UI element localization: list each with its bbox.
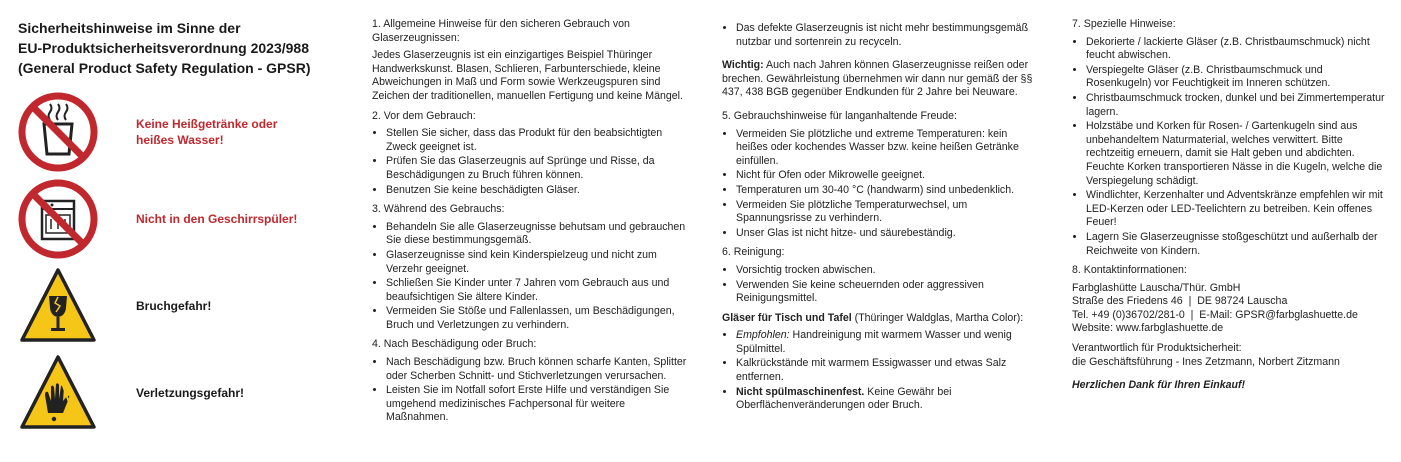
list-item: • Lagern Sie Glaserzeugnisse stoßgeschützt und außerhalb der Reichweite von Kindern.	[1086, 231, 1388, 258]
section-8	[1072, 264, 1388, 393]
important-label: Wichtig:	[722, 59, 764, 72]
no-dishwasher-icon	[18, 179, 98, 259]
list-item	[736, 329, 1040, 356]
list-item: • Verwenden Sie keine scheuernden oder aggressiven Reinigungsmittel.	[736, 279, 1040, 306]
company-phone-email: Tel. +49 (0)36702/281-0 | E-Mail: GPSR@farbglashuette.de	[1072, 308, 1358, 321]
warning-label-line: Bruchgefahr!	[136, 298, 212, 313]
section-6	[722, 246, 1040, 305]
warning-no-hot-drinks	[18, 88, 338, 175]
section-heading: 6. Reinigung:	[722, 246, 785, 259]
bullet-list	[722, 22, 1040, 49]
bullet-list	[722, 128, 1040, 241]
column-sections-7-8	[1072, 18, 1388, 399]
item-text: Handreinigung mit warmem Wasser und wenig Spülmittel.	[736, 329, 1012, 355]
responsible-names: die Geschäftsführung - Ines Zetzmann, Norbert Zitzmann	[1072, 355, 1340, 368]
column-sections-1-4	[372, 18, 690, 431]
list-item: • Verspiegelte Gläser (z.B. Christbaumschmuck und Rosenkugeln) vor Feuchtigkeit im Inneren schützen.	[1086, 64, 1388, 91]
warning-fragile	[18, 262, 338, 349]
section-table-glass	[722, 312, 1040, 413]
section-7	[1072, 18, 1388, 258]
section-heading: 8. Kontaktinformationen:	[1072, 264, 1187, 277]
item-emphasis: Empfohlen:	[736, 329, 790, 342]
section-2	[372, 110, 690, 198]
bullet-list	[372, 127, 690, 197]
item-bold: Nicht spülmaschinenfest.	[736, 385, 865, 398]
list-item	[736, 386, 1040, 413]
warning-label-line: Verletzungsgefahr!	[136, 385, 245, 400]
responsible-block	[1072, 342, 1388, 369]
list-item: • Vermeiden Sie Stöße und Fallenlassen, um Beschädigungen, Bruch und Verletzungen zu verhindern.	[386, 305, 690, 332]
injury-hazard-icon	[18, 353, 98, 433]
bullet-list	[372, 221, 690, 333]
section-3	[372, 203, 690, 332]
section-heading: 7. Spezielle Hinweise:	[1072, 18, 1176, 30]
warning-label	[136, 385, 244, 401]
list-item: • Schließen Sie Kinder unter 7 Jahren vom Gebrauch aus und beaufsichtigen Sie ältere Kinder.	[386, 277, 690, 304]
list-item: • Nach Beschädigung bzw. Bruch können scharfe Kanten, Splitter oder Scherben Schnitt- und Stichverletzungen verursachen.	[386, 356, 690, 383]
list-item: • Dekorierte / lackierte Gläser (z.B. Christbaumschmuck) nicht feucht abwischen.	[1086, 36, 1388, 63]
warning-no-dishwasher	[18, 175, 338, 262]
bullet-list	[722, 329, 1040, 413]
bullet-list	[1072, 36, 1388, 259]
list-item: • Vermeiden Sie plötzliche Temperaturwechsel, um Spannungsrisse zu verhindern.	[736, 199, 1040, 226]
no-hot-drinks-icon	[18, 92, 98, 172]
company-website: Website: www.farbglashuette.de	[1072, 322, 1224, 335]
column-sections-5-6	[722, 22, 1040, 419]
heading-bold: Gläser für Tisch und Tafel	[722, 311, 852, 324]
title-line-3: (General Product Safety Regulation - GPSR)	[18, 60, 311, 76]
thank-you-note: Herzlichen Dank für Ihren Einkauf!	[1072, 379, 1246, 392]
list-item: • Stellen Sie sicher, dass das Produkt für den beabsichtigten Zweck geeignet ist.	[386, 127, 690, 154]
bullet-list	[722, 264, 1040, 306]
company-address: Straße des Friedens 46 | DE 98724 Lauscha	[1072, 295, 1288, 308]
warning-label-line: Nicht in den Geschirrspüler!	[136, 211, 298, 226]
list-item: • Kalkrückstände mit warmem Essigwasser und etwas Salz entfernen.	[736, 357, 1040, 384]
section-heading: 4. Nach Beschädigung oder Bruch:	[372, 338, 537, 351]
list-item: • Benutzen Sie keine beschädigten Gläser.	[386, 184, 690, 198]
title-line-2: EU-Produktsicherheitsverordnung 2023/988	[18, 40, 309, 56]
list-item: • Behandeln Sie alle Glaserzeugnisse behutsam und gebrauchen Sie diese bestimmungsgemäß.	[386, 221, 690, 248]
list-item: • Temperaturen um 30-40 °C (handwarm) sind unbedenklich.	[736, 184, 1040, 198]
bullet-list	[372, 356, 690, 425]
section-heading: 5. Gebrauchshinweise für langanhaltende Freude:	[722, 109, 957, 122]
section-heading: 1. Allgemeine Hinweise für den sicheren Gebrauch von Glaserzeugnissen:	[372, 18, 630, 44]
list-item: • Das defekte Glaserzeugnis ist nicht mehr bestimmungsgemäß nutzbar und sortenrein zu recyceln.	[736, 22, 1040, 49]
column-warnings	[18, 18, 338, 436]
list-item: • Prüfen Sie das Glaserzeugnis auf Sprünge und Risse, da Beschädigungen zu Bruch führen können.	[386, 155, 690, 182]
list-item: • Vorsichtig trocken abwischen.	[736, 264, 1040, 278]
section-body: Jedes Glaserzeugnis ist ein einzigartiges Beispiel Thüringer Handwerkskunst. Blasen, Schlieren, Farbunterschiede, kleine Abweichungen in Maß und Form sowie Werkzeugspuren sind Zeichen der traditionellen, manuellen Fertigung und keine Mängel.	[372, 49, 683, 102]
section-5	[722, 110, 1040, 240]
title-line-1: Sicherheitshinweise im Sinne der	[18, 20, 241, 36]
page-title	[18, 18, 338, 78]
warning-label	[136, 211, 297, 227]
list-item: • Leisten Sie im Notfall sofort Erste Hilfe und verständigen Sie umgehend medizinisches Fachpersonal für weitere Maßnahmen.	[386, 384, 690, 425]
section-heading: 2. Vor dem Gebrauch:	[372, 109, 476, 122]
section-1	[372, 18, 690, 104]
list-item: • Unser Glas ist nicht hitze- und säurebeständig.	[736, 227, 1040, 241]
section-heading	[722, 312, 1040, 326]
important-text: Auch nach Jahren können Glaserzeugnisse reißen oder brechen. Gewährleistung übernehmen wir dann nur gemäß der §§ 437, 438 BGB gegenüber Endkunden für 2 Jahre bei Neuware.	[722, 59, 1033, 99]
important-note	[722, 59, 1040, 100]
company-name: Farbglashütte Lauscha/Thür. GmbH	[1072, 281, 1241, 294]
heading-rest: (Thüringer Waldglas, Martha Color):	[851, 311, 1024, 324]
responsible-label: Verantwortlich für Produktsicherheit:	[1072, 342, 1242, 355]
item-text: Keine Gewähr bei Oberflächenveränderungen oder Bruch.	[736, 385, 952, 412]
warning-label-line: Keine Heißgetränke oder	[136, 116, 278, 131]
list-item: • Windlichter, Kerzenhalter und Adventskränze empfehlen wir mit LED-Kerzen oder LED-Teelichtern zu betreiben. Kein offenes Feuer!	[1086, 189, 1388, 230]
warning-injury	[18, 349, 338, 436]
warning-label-line: heißes Wasser!	[136, 132, 224, 147]
list-item: • Christbaumschmuck trocken, dunkel und bei Zimmertemperatur lagern.	[1086, 92, 1388, 119]
warning-label	[136, 116, 277, 148]
section-4	[372, 338, 690, 425]
fragile-icon	[18, 266, 98, 346]
list-item: • Vermeiden Sie plötzliche und extreme Temperaturen: kein heißes oder kochendes Wasser bzw. keine heißen Getränke einfüllen.	[736, 128, 1040, 169]
warning-label	[136, 298, 211, 314]
contact-block	[1072, 282, 1388, 336]
list-item: • Holzstäbe und Korken für Rosen- / Gartenkugeln sind aus unbehandeltem Naturmaterial, welches verwittert. Bitte rechtzeitig erneuern, damit sie Halt geben und abdichten. Feuchte Korken transportieren Nässe in die Kugeln, welche die Verspiegelung schädigt.	[1086, 120, 1388, 188]
section-heading: 3. Während des Gebrauchs:	[372, 203, 505, 216]
list-item: • Nicht für Ofen oder Mikrowelle geeignet.	[736, 169, 1040, 183]
list-item: • Glaserzeugnisse sind kein Kinderspielzeug und nicht zum Verzehr geeignet.	[386, 249, 690, 276]
